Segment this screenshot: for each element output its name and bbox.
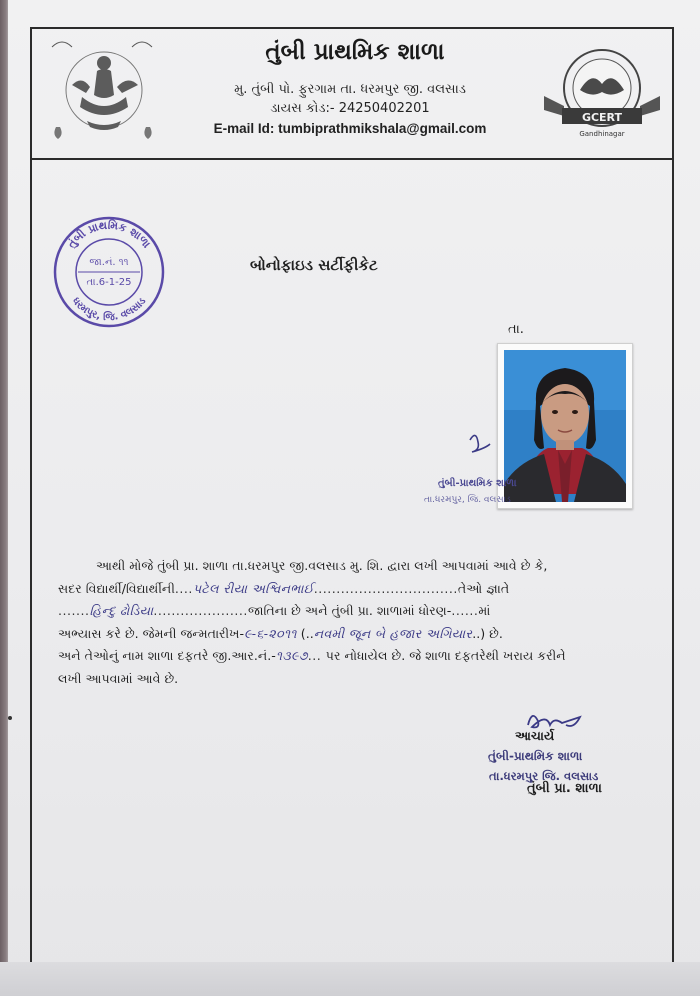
seal-bottom-text: ધરમપુર, જિ. વલસાડ [69,295,149,324]
certificate-body: આથી મોજે તુંબી પ્રા. શાળા તા.ધરમપુર જી.વલસાડ મુ. શિ. દ્વારા લખી આપવામાં આવે છે કે, સદર વિદ્યાર્થી/વિદ્યાર્થીની....પટેલ રીયા અશ્વિનભાઈ................................તેઓ જ્ઞાતે .......હિન્દુ ઢોડિયા.....................જાતિના છે અને તુંબી પ્રા. શાળામાં ધોરણ-......માં અભ્યાસ કરે છે. જેમની જન્મતારીખ-૯-૬-૨૦૧૧ (..નવમી જૂન બે હજાર અગિયાર..) છે. અને તેઓનું નામ શાળા દફતરે જી.આર.નં.-૧૩૯૭... પર નોધાયેલ છે. જે શાળા દફતરેથી ખરાય કરીને લખી આપવામાં આવે છે. [58,558,566,686]
certificate-title: બોનોફાઇડ સર્ટીફીકેટ [250,256,378,274]
seal-date: તા.6-1-25 [86,277,132,288]
para-2-prefix: સદર વિદ્યાર્થી/વિદ્યાર્થીની [58,580,175,596]
date-of-birth: ૯-૬-૨૦૧૧ [244,625,297,641]
gr-number: ૧૩૯૭ [275,648,308,663]
paper-speck [8,716,12,720]
date-label: તા. [508,322,524,337]
para-3-mid: જાતિના છે અને તુંબી પ્રા. શાળામાં ધોરણ- [247,603,452,618]
school-seal-stamp [52,215,167,330]
dise-code: ડાયસ કોડ:- 24250402201 [270,101,430,116]
school-stamp-signature [420,430,570,530]
school-address: મુ. તુંબી પો. ફુરગામ તા. ધરમપુર જી. વલસાડ [234,82,466,97]
para-6: લખી આપવામાં આવે છે. [58,670,179,686]
para-5-prefix: અને તેઓનું નામ શાળા દફતરે જી.આર.નં.- [58,648,276,663]
principal-title: આચાર્ય [515,728,555,743]
date-of-birth-words: નવમી જૂન બે હજાર અગિયાર [313,625,473,641]
gcert-sub: Gandhinagar [579,130,625,138]
signature-stamp-line-1: તુંબી-પ્રાથમિક શાળા [488,749,583,763]
header-divider [30,158,672,160]
gcert-label: GCERT [581,111,623,124]
seal-top-text: તુંબી પ્રાથમિક શાળા [64,218,154,251]
seal-number: જા.નં. ૧૧ [89,257,129,268]
stamp-mid-line-1: તુંબી-પ્રાથમિક શાળા [438,478,517,489]
para-1: આથી મોજે તુંબી પ્રા. શાળા તા.ધરમપુર જી.વલસાડ મુ. શિ. દ્વારા લખી આપવામાં આવે છે કે, [96,558,548,573]
school-name: તુંબી પ્રાથમિક શાળા [265,38,445,65]
page-bottom-edge [0,962,700,996]
para-4-prefix: અભ્યાસ કરે છે. જેમની જન્મતારીખ- [58,625,245,641]
para-5-end: પર નોધાયેલ છે. જે શાળા દફતરેથી ખરાય કરીને [325,648,566,663]
signature-stamp-line-2: તા.ધરમપુર જિ. વલસાડ [489,769,599,783]
para-3-end: માં [478,603,491,618]
student-name: પટેલ રીયા અશ્વિનભાઈ [192,580,314,596]
gcert-logo-icon [540,48,664,140]
student-caste: હિન્દુ ઢોડિયા [89,603,154,618]
para-3-tail: તેઓ જ્ઞાતે [457,580,510,596]
stamp-mid-line-2: તા.ધરમપુર, જિ. વલસાડ [424,495,511,505]
saraswati-logo-icon [42,35,162,145]
para-4-end: છે. [489,625,503,641]
signature-school-name: તુંબી પ્રા. શાળા [527,781,602,796]
svg-text:તુંબી પ્રાથમિક શાળા [65,218,153,251]
school-email: E-mail Id: tumbiprathmikshala@gmail.com [213,121,487,136]
